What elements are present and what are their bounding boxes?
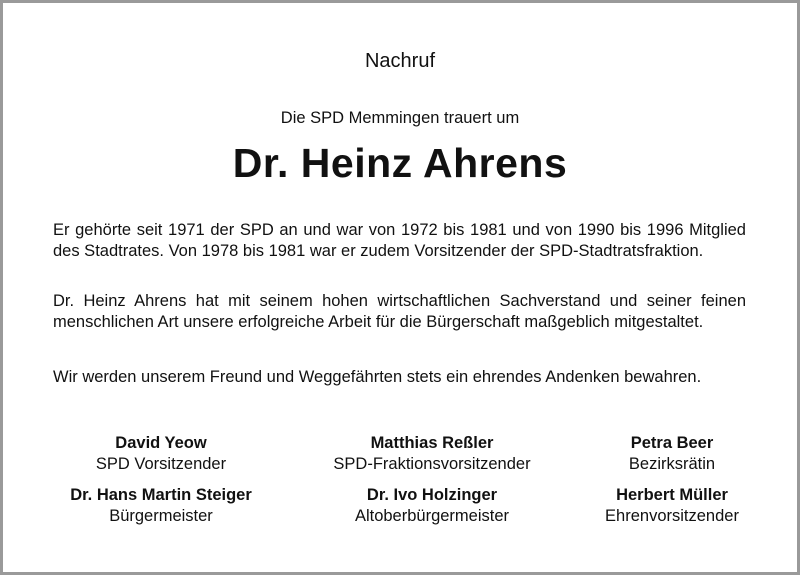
signatory-role: Ehrenvorsitzender: [605, 507, 739, 525]
signatory-role: Bezirksrätin: [628, 455, 716, 473]
paragraph-career: Er gehörte seit 1971 der SPD an und war von 1972 bis 1981 und von 1990 bis 1996 Mitglied des Stadtrates. Von 1978 bis 1981 war er zudem Vorsitzender der SPD-Stadtratsfraktion.: [53, 221, 746, 260]
signatory-name: Petra Beer: [630, 434, 714, 452]
paragraph-remembrance: Wir werden unserem Freund und Weggefährten stets ein ehrendes Andenken bewahren.: [53, 368, 702, 386]
signatory-role: Altoberbürgermeister: [354, 507, 510, 525]
signatory: [291, 433, 573, 475]
signatory-name: David Yeow: [115, 434, 207, 452]
signatory-name: Matthias Reßler: [370, 434, 494, 452]
signatory: [578, 485, 766, 527]
signatory-role: SPD Vorsitzender: [95, 455, 227, 473]
signatory-role: SPD-Fraktionsvorsitzender: [333, 455, 531, 473]
signatory-name: Herbert Müller: [616, 486, 728, 504]
signatory: [40, 485, 282, 527]
notice-heading: Nachruf: [364, 50, 436, 72]
signatory: [40, 433, 282, 475]
paragraph-tribute: Dr. Heinz Ahrens hat mit seinem hohen wirtschaftlichen Sachverstand und seiner feinen menschlichen Art unsere erfolgreiche Arbeit für die Bürgerschaft maßgeblich mitgestaltet.: [53, 292, 746, 331]
notice-intro: Die SPD Memmingen trauert um: [280, 109, 520, 127]
deceased-name: Dr. Heinz Ahrens: [232, 140, 568, 186]
signatory-role: Bürgermeister: [109, 507, 213, 525]
signatory-name: Dr. Hans Martin Steiger: [70, 486, 252, 504]
signatory-name: Dr. Ivo Holzinger: [366, 486, 498, 504]
signatory: [291, 485, 573, 527]
signatory: [578, 433, 766, 475]
